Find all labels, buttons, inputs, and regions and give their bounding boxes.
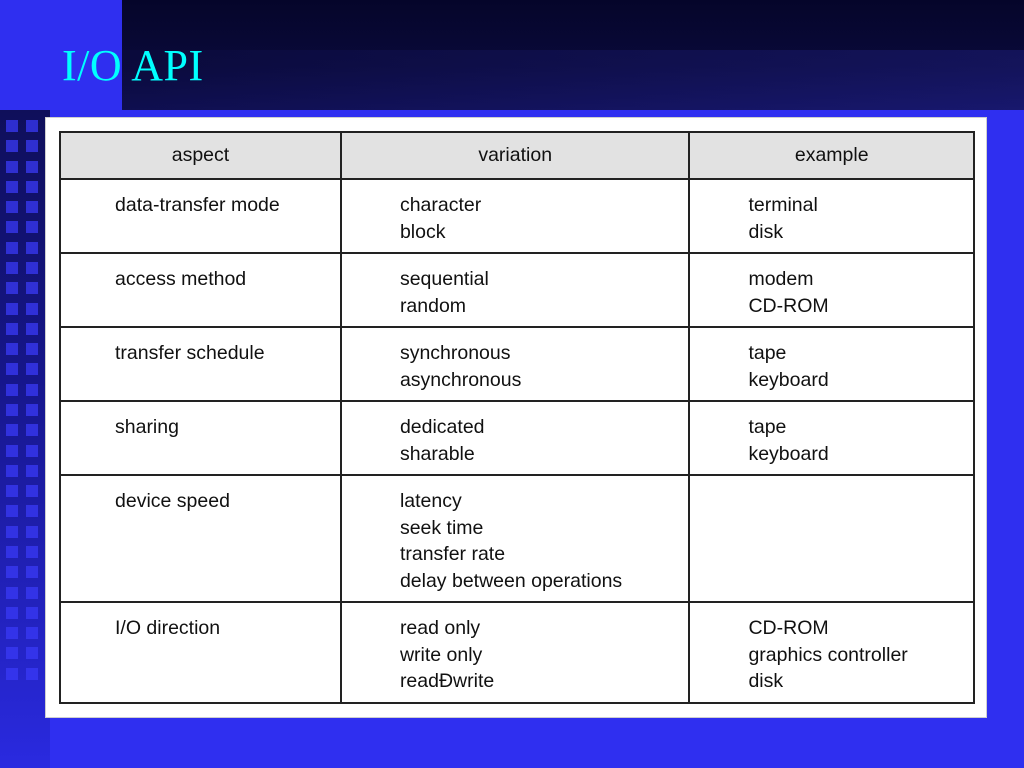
decorative-square bbox=[6, 343, 18, 355]
decorative-square bbox=[6, 445, 18, 457]
decorative-square bbox=[6, 627, 18, 639]
decorative-square bbox=[6, 221, 18, 233]
cell-example bbox=[689, 327, 974, 401]
cell-example bbox=[689, 401, 974, 475]
decorative-square bbox=[6, 587, 18, 599]
variation-line: read only bbox=[399, 617, 481, 639]
example-line: disk bbox=[748, 220, 784, 243]
decorative-square-pattern bbox=[6, 120, 44, 680]
variation-line: sequential bbox=[399, 268, 489, 290]
decorative-square bbox=[26, 647, 38, 659]
header-variation: variation bbox=[341, 132, 690, 179]
decorative-square bbox=[26, 161, 38, 173]
example-line: modem bbox=[748, 268, 814, 290]
cell-example bbox=[689, 602, 974, 703]
decorative-square bbox=[26, 201, 38, 213]
table-row bbox=[60, 401, 974, 475]
decorative-square bbox=[6, 668, 18, 680]
decorative-square bbox=[6, 282, 18, 294]
decorative-square bbox=[26, 221, 38, 233]
decorative-square bbox=[26, 465, 38, 477]
decorative-square bbox=[26, 505, 38, 517]
variation-line: seek time bbox=[399, 516, 484, 539]
cell-example bbox=[689, 179, 974, 253]
decorative-square bbox=[26, 485, 38, 497]
header-band-overlay bbox=[122, 50, 1024, 110]
decorative-square bbox=[26, 587, 38, 599]
decorative-square bbox=[26, 607, 38, 619]
example-line: graphics controller bbox=[748, 643, 908, 666]
table-row bbox=[60, 602, 974, 703]
decorative-square bbox=[6, 647, 18, 659]
decorative-square bbox=[6, 242, 18, 254]
decorative-square bbox=[26, 140, 38, 152]
decorative-square bbox=[26, 404, 38, 416]
variation-line: transfer rate bbox=[399, 543, 506, 565]
decorative-square bbox=[26, 384, 38, 396]
decorative-square bbox=[26, 242, 38, 254]
cell-variation bbox=[341, 475, 690, 602]
example-line: CD-ROM bbox=[748, 617, 829, 639]
variation-line: synchronous bbox=[399, 342, 511, 364]
cell-aspect: data-transfer mode bbox=[60, 179, 341, 253]
example-line: keyboard bbox=[748, 442, 829, 465]
example-line: tape bbox=[748, 342, 787, 364]
decorative-square bbox=[6, 323, 18, 335]
decorative-square bbox=[26, 120, 38, 132]
decorative-square bbox=[26, 526, 38, 538]
decorative-square bbox=[6, 546, 18, 558]
decorative-square bbox=[26, 343, 38, 355]
decorative-square bbox=[6, 303, 18, 315]
example-line: terminal bbox=[748, 194, 818, 216]
cell-aspect: I/O direction bbox=[60, 602, 341, 703]
header-example: example bbox=[689, 132, 974, 179]
example-line: disk bbox=[748, 670, 784, 692]
cell-example bbox=[689, 475, 974, 602]
decorative-square bbox=[6, 566, 18, 578]
table-row bbox=[60, 475, 974, 602]
variation-line: block bbox=[399, 220, 446, 243]
table-row bbox=[60, 327, 974, 401]
cell-variation bbox=[341, 327, 690, 401]
decorative-square bbox=[6, 262, 18, 274]
decorative-square bbox=[6, 526, 18, 538]
decorative-square bbox=[6, 363, 18, 375]
header-aspect: aspect bbox=[60, 132, 341, 179]
cell-variation bbox=[341, 179, 690, 253]
variation-line: readĐwrite bbox=[399, 670, 495, 692]
decorative-square bbox=[26, 627, 38, 639]
table-body bbox=[60, 179, 974, 703]
cell-variation bbox=[341, 602, 690, 703]
decorative-square bbox=[26, 445, 38, 457]
decorative-square bbox=[26, 282, 38, 294]
decorative-square bbox=[6, 424, 18, 436]
example-line: tape bbox=[748, 416, 787, 438]
decorative-square bbox=[6, 485, 18, 497]
decorative-square bbox=[26, 546, 38, 558]
variation-line: dedicated bbox=[399, 416, 485, 438]
cell-example bbox=[689, 253, 974, 327]
cell-aspect: sharing bbox=[60, 401, 341, 475]
variation-line: character bbox=[399, 194, 482, 216]
example-line: keyboard bbox=[748, 368, 829, 391]
table-header-row bbox=[60, 132, 974, 179]
decorative-square bbox=[26, 323, 38, 335]
example-line: CD-ROM bbox=[748, 294, 829, 317]
decorative-square bbox=[26, 181, 38, 193]
variation-line: delay between operations bbox=[399, 569, 623, 592]
cell-aspect: device speed bbox=[60, 475, 341, 602]
decorative-square bbox=[6, 181, 18, 193]
slide-title: I/O API bbox=[62, 41, 204, 90]
decorative-square bbox=[6, 384, 18, 396]
cell-variation bbox=[341, 401, 690, 475]
io-aspects-table bbox=[59, 131, 975, 704]
variation-line: latency bbox=[399, 490, 462, 512]
decorative-square bbox=[26, 668, 38, 680]
variation-line: write only bbox=[399, 643, 483, 666]
table-row bbox=[60, 253, 974, 327]
decorative-square bbox=[6, 607, 18, 619]
cell-variation bbox=[341, 253, 690, 327]
decorative-square bbox=[26, 566, 38, 578]
variation-line: random bbox=[399, 294, 467, 317]
decorative-square bbox=[6, 120, 18, 132]
decorative-square bbox=[26, 424, 38, 436]
table-frame bbox=[45, 117, 987, 718]
decorative-square bbox=[6, 505, 18, 517]
cell-aspect: access method bbox=[60, 253, 341, 327]
decorative-square bbox=[6, 465, 18, 477]
decorative-square bbox=[6, 201, 18, 213]
cell-aspect: transfer schedule bbox=[60, 327, 341, 401]
decorative-square bbox=[6, 404, 18, 416]
variation-line: asynchronous bbox=[399, 368, 522, 391]
decorative-square bbox=[26, 303, 38, 315]
decorative-square bbox=[26, 363, 38, 375]
table-row bbox=[60, 179, 974, 253]
decorative-square bbox=[6, 161, 18, 173]
decorative-square bbox=[26, 262, 38, 274]
decorative-square bbox=[6, 140, 18, 152]
variation-line: sharable bbox=[399, 442, 475, 465]
